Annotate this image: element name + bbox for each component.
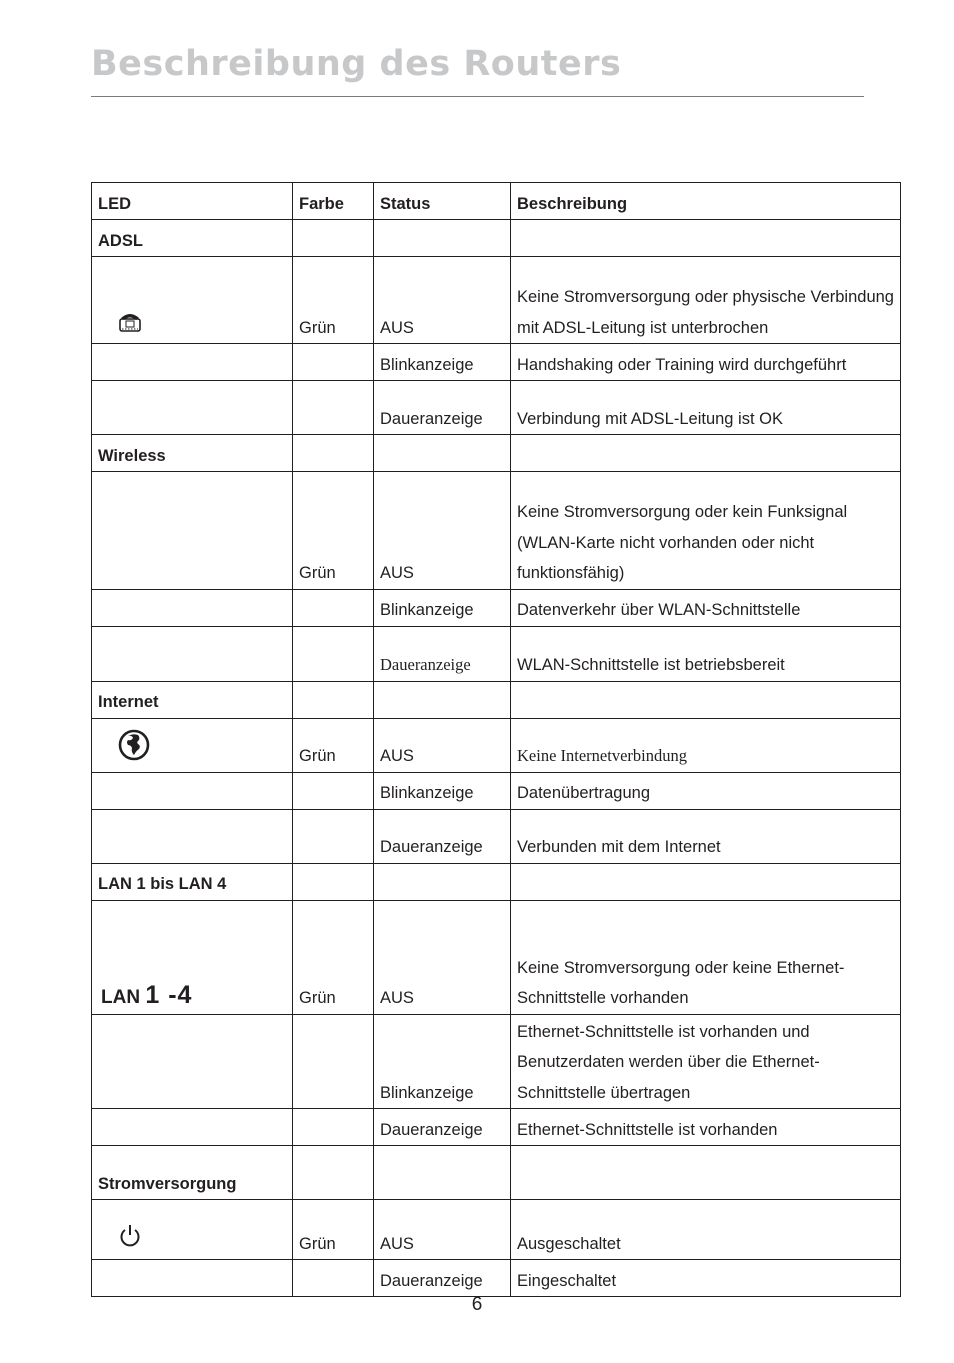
header-beschreibung: Beschreibung	[511, 183, 901, 220]
cell-beschreibung: Keine Internetverbindung	[511, 718, 901, 772]
cell-farbe: Grün	[293, 718, 374, 772]
table-row	[92, 589, 901, 626]
cell-farbe	[293, 772, 374, 809]
title-divider	[91, 96, 864, 97]
table-row	[92, 257, 901, 344]
cell-status: AUS	[374, 900, 511, 1014]
internet-icon-cell	[92, 718, 293, 772]
section-title-lan: LAN 1 bis LAN 4	[92, 863, 293, 900]
cell-status: Daueranzeige	[374, 809, 511, 863]
table-row	[92, 1014, 901, 1109]
section-title-wireless: Wireless	[92, 435, 293, 472]
cell-beschreibung: Datenübertragung	[511, 772, 901, 809]
cell-farbe	[293, 1260, 374, 1297]
cell-farbe	[293, 1109, 374, 1146]
table-row	[92, 900, 901, 1014]
table-row	[92, 809, 901, 863]
cell-status: AUS	[374, 718, 511, 772]
cell-farbe	[293, 589, 374, 626]
cell-farbe: Grün	[293, 472, 374, 590]
table-row	[92, 344, 901, 381]
adsl-icon-cell	[92, 257, 293, 344]
cell-beschreibung: Keine Stromversorgung oder kein Funksignal (WLAN-Karte nicht vorhanden oder nicht funktionsfähig)	[511, 472, 901, 590]
cell-beschreibung: Eingeschaltet	[511, 1260, 901, 1297]
lan-icon-prefix: LAN	[101, 987, 141, 1008]
table-row	[92, 381, 901, 435]
cell-beschreibung: Verbunden mit dem Internet	[511, 809, 901, 863]
cell-farbe	[293, 1014, 374, 1109]
cell-beschreibung: Ethernet-Schnittstelle ist vorhanden und Benutzerdaten werden über die Ethernet-Schnittstelle übertragen	[511, 1014, 901, 1109]
section-row-wireless	[92, 435, 901, 472]
section-title-internet: Internet	[92, 681, 293, 718]
cell-status: Daueranzeige	[374, 381, 511, 435]
table-row	[92, 1109, 901, 1146]
cell-status: AUS	[374, 257, 511, 344]
cell-beschreibung: Ausgeschaltet	[511, 1200, 901, 1260]
cell-farbe: Grün	[293, 1200, 374, 1260]
cell-beschreibung: Handshaking oder Training wird durchgeführt	[511, 344, 901, 381]
section-title-power: Stromversorgung	[92, 1146, 293, 1200]
led-status-table	[91, 182, 901, 1297]
power-icon	[118, 1223, 142, 1260]
page-title: Beschreibung des Routers	[91, 44, 622, 84]
cell-farbe: Grün	[293, 900, 374, 1014]
table-header-row	[92, 183, 901, 220]
header-farbe: Farbe	[293, 183, 374, 220]
globe-icon	[118, 729, 150, 772]
cell-farbe	[293, 809, 374, 863]
header-led: LED	[92, 183, 293, 220]
table-row	[92, 472, 901, 590]
lan-ports-icon	[101, 980, 192, 1013]
table-row	[92, 1260, 901, 1297]
cell-status: Daueranzeige	[374, 1109, 511, 1146]
cell-status: AUS	[374, 472, 511, 590]
header-status: Status	[374, 183, 511, 220]
table-row	[92, 718, 901, 772]
cell-status: Daueranzeige	[374, 626, 511, 681]
section-row-adsl	[92, 220, 901, 257]
phone-icon	[118, 309, 142, 344]
cell-status: Blinkanzeige	[374, 589, 511, 626]
page-number: 6	[471, 1294, 483, 1315]
cell-farbe	[293, 381, 374, 435]
cell-status: Blinkanzeige	[374, 772, 511, 809]
cell-farbe	[293, 626, 374, 681]
cell-status: AUS	[374, 1200, 511, 1260]
cell-status: Daueranzeige	[374, 1260, 511, 1297]
section-row-power	[92, 1146, 901, 1200]
section-row-internet	[92, 681, 901, 718]
table-row	[92, 1200, 901, 1260]
cell-beschreibung: Datenverkehr über WLAN-Schnittstelle	[511, 589, 901, 626]
cell-beschreibung: Keine Stromversorgung oder physische Verbindung mit ADSL-Leitung ist unterbrochen	[511, 257, 901, 344]
cell-beschreibung: Ethernet-Schnittstelle ist vorhanden	[511, 1109, 901, 1146]
cell-beschreibung: Keine Stromversorgung oder keine Ethernet-Schnittstelle vorhanden	[511, 900, 901, 1014]
table-row	[92, 772, 901, 809]
section-row-lan	[92, 863, 901, 900]
cell-farbe: Grün	[293, 257, 374, 344]
cell-beschreibung: Verbindung mit ADSL-Leitung ist OK	[511, 381, 901, 435]
cell-status: Blinkanzeige	[374, 344, 511, 381]
lan-icon-cell	[92, 900, 293, 1014]
cell-farbe	[293, 344, 374, 381]
section-title-adsl: ADSL	[92, 220, 293, 257]
lan-icon-digits: 1 -4	[145, 981, 193, 1009]
cell-beschreibung: WLAN-Schnittstelle ist betriebsbereit	[511, 626, 901, 681]
power-icon-cell	[92, 1200, 293, 1260]
cell-status: Blinkanzeige	[374, 1014, 511, 1109]
table-row	[92, 626, 901, 681]
